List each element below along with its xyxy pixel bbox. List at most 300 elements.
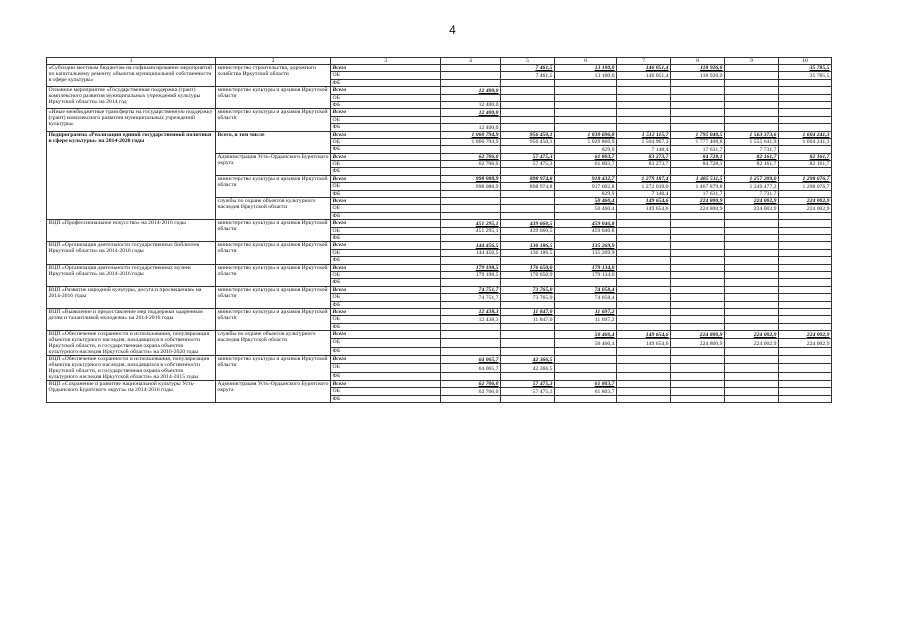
amount-cell <box>555 364 617 372</box>
col-header-3: 3 <box>331 58 441 65</box>
amount-cell: 1 777 408,8 <box>671 138 725 145</box>
executor-cell: министерство культуры и архивов Иркутской области <box>216 308 331 330</box>
funding-source-cell: ОБ <box>331 116 441 123</box>
amount-cell: 83 273,7 <box>617 153 671 160</box>
amount-cell <box>725 234 779 241</box>
amount-cell: 224 002,9 <box>725 198 779 205</box>
amount-cell: 57 475,3 <box>501 153 555 160</box>
amount-cell <box>617 116 671 123</box>
amount-cell <box>725 364 779 372</box>
amount-cell <box>617 286 671 293</box>
program-name-cell: ВЦП «Выявление и предоставление мер поддержки одаренным детям и талантливой молодежи» на 2014-2016 годы <box>47 308 216 330</box>
funding-source-cell: ОБ <box>331 316 441 323</box>
amount-cell: 224 002,9 <box>725 331 779 339</box>
amount-cell: 1 272 039,0 <box>617 183 671 190</box>
table-row <box>47 65 832 72</box>
amount-cell: 84 728,1 <box>671 161 725 168</box>
amount-cell <box>725 109 779 116</box>
amount-cell <box>671 79 725 86</box>
col-header-9: 9 <box>725 58 779 65</box>
amount-cell <box>671 220 725 227</box>
budget-table <box>46 57 832 403</box>
amount-cell <box>441 347 501 355</box>
program-name-cell: ВЦП «Организация деятельности государственных библиотек Иркутской области» на 2014-2016 годы <box>47 242 216 264</box>
amount-cell <box>501 124 555 131</box>
amount-cell: 135 269,9 <box>555 242 617 249</box>
amount-cell <box>779 242 832 249</box>
funding-source-cell: Всего <box>331 198 441 205</box>
amount-cell <box>617 212 671 219</box>
amount-cell <box>779 372 832 380</box>
funding-source-cell: ФБ <box>331 234 441 241</box>
amount-cell <box>671 234 725 241</box>
amount-cell <box>501 301 555 308</box>
amount-cell: 74 058,4 <box>555 286 617 293</box>
executor-cell: министерство культуры и архивов Иркутской области <box>216 109 331 131</box>
amount-cell <box>725 294 779 301</box>
amount-cell: 1 604 241,3 <box>779 138 832 145</box>
amount-cell <box>555 101 617 108</box>
table-body <box>47 58 832 403</box>
table-row <box>47 308 832 315</box>
amount-cell <box>617 372 671 380</box>
col-header-6: 6 <box>555 58 617 65</box>
amount-cell: 82 161,7 <box>725 153 779 160</box>
amount-cell <box>779 257 832 264</box>
amount-cell <box>725 372 779 380</box>
amount-cell <box>555 94 617 101</box>
funding-source-cell: Всего <box>331 264 441 271</box>
amount-cell: 224 002,9 <box>725 205 779 212</box>
amount-cell: 1 257 209,0 <box>725 175 779 182</box>
amount-cell: 224 002,9 <box>779 198 832 205</box>
amount-cell <box>617 347 671 355</box>
amount-cell: 74 751,7 <box>441 286 501 293</box>
executor-cell: министерство культуры и архивов Иркутской области <box>216 220 331 242</box>
amount-cell: 135 269,9 <box>555 249 617 256</box>
amount-cell <box>617 316 671 323</box>
amount-cell: 459 046,8 <box>555 227 617 234</box>
amount-cell <box>779 168 832 175</box>
amount-cell: 1 030 696,8 <box>555 131 617 138</box>
amount-cell <box>555 372 617 380</box>
amount-cell <box>725 264 779 271</box>
amount-cell: 64 065,7 <box>441 364 501 372</box>
executor-cell: Всего, в том числе <box>216 131 331 153</box>
amount-cell <box>779 316 832 323</box>
executor-cell: министерство культуры и архивов Иркутской области <box>216 286 331 308</box>
amount-cell: 7 148,4 <box>617 190 671 197</box>
amount-cell: 74 058,4 <box>555 294 617 301</box>
amount-cell: 149 654,6 <box>617 205 671 212</box>
amount-cell: 956 450,1 <box>501 131 555 138</box>
amount-cell: 224 800,9 <box>671 205 725 212</box>
amount-cell <box>617 271 671 278</box>
amount-cell <box>617 101 671 108</box>
amount-cell <box>501 323 555 330</box>
amount-cell: 11 697,2 <box>555 316 617 323</box>
funding-source-cell: Всего <box>331 242 441 249</box>
amount-cell: 42 366,5 <box>501 356 555 364</box>
amount-cell <box>671 168 725 175</box>
col-header-2: 2 <box>216 58 331 65</box>
amount-cell: 62 706,0 <box>441 380 501 387</box>
amount-cell <box>441 395 501 402</box>
funding-source-cell: ФБ <box>331 124 441 131</box>
amount-cell: 136 186,5 <box>501 242 555 249</box>
amount-cell <box>501 339 555 347</box>
table-row <box>47 220 832 227</box>
funding-source-cell: ФБ <box>331 79 441 86</box>
amount-cell <box>671 380 725 387</box>
amount-cell: 224 800,9 <box>671 339 725 347</box>
funding-source-cell: ФБ <box>331 372 441 380</box>
amount-cell <box>725 356 779 364</box>
amount-cell: 62 706,0 <box>441 161 501 168</box>
funding-source-cell: ОБ <box>331 183 441 190</box>
funding-source-cell: ФБ <box>331 101 441 108</box>
amount-cell <box>441 339 501 347</box>
amount-cell: 35 785,5 <box>779 72 832 79</box>
amount-cell: 1 485 511,5 <box>671 175 725 182</box>
funding-source-cell: Всего <box>331 131 441 138</box>
amount-cell <box>725 257 779 264</box>
amount-cell: 176 650,0 <box>501 264 555 271</box>
funding-source-cell: Всего <box>331 220 441 227</box>
amount-cell <box>671 271 725 278</box>
amount-cell <box>555 257 617 264</box>
amount-cell: 50 460,4 <box>555 198 617 205</box>
funding-source-cell: ФБ <box>331 347 441 355</box>
amount-cell <box>779 220 832 227</box>
funding-source-cell: ОБ <box>331 227 441 234</box>
col-header-8: 8 <box>671 58 725 65</box>
amount-cell: 84 728,1 <box>671 153 725 160</box>
amount-cell <box>671 109 725 116</box>
amount-cell: 1 795 040,5 <box>671 131 725 138</box>
amount-cell <box>441 116 501 123</box>
amount-cell: 956 450,1 <box>501 138 555 145</box>
amount-cell <box>441 94 501 101</box>
amount-cell <box>779 395 832 402</box>
amount-cell <box>617 308 671 315</box>
amount-cell <box>555 212 617 219</box>
amount-cell <box>671 356 725 364</box>
amount-cell: 149 654,6 <box>617 339 671 347</box>
amount-cell <box>501 168 555 175</box>
table-row <box>47 331 832 339</box>
funding-source-cell: Всего <box>331 65 441 72</box>
amount-cell: 176 650,0 <box>501 271 555 278</box>
amount-cell: 35 785,5 <box>779 65 832 72</box>
amount-cell: 12 438,3 <box>441 316 501 323</box>
amount-cell <box>671 249 725 256</box>
amount-cell: 1 279 187,4 <box>617 175 671 182</box>
amount-cell <box>725 301 779 308</box>
amount-cell <box>779 94 832 101</box>
amount-cell: 1 504 967,3 <box>617 138 671 145</box>
amount-cell <box>617 79 671 86</box>
funding-source-cell: ФБ <box>331 168 441 175</box>
amount-cell: 917 602,8 <box>555 183 617 190</box>
amount-cell <box>555 124 617 131</box>
amount-cell: 1 060 794,9 <box>441 131 501 138</box>
amount-cell <box>555 168 617 175</box>
amount-cell <box>441 79 501 86</box>
amount-cell <box>617 380 671 387</box>
funding-source-cell: ОБ <box>331 138 441 145</box>
amount-cell: 179 198,5 <box>441 271 501 278</box>
amount-cell <box>671 372 725 380</box>
funding-source-cell: Всего <box>331 286 441 293</box>
amount-cell: 7 731,7 <box>725 190 779 197</box>
amount-cell <box>441 146 501 153</box>
page-number: 4 <box>449 23 456 37</box>
executor-cell: министерство культуры и архивов Иркутской области <box>216 264 331 286</box>
amount-cell: 61 803,7 <box>555 388 617 395</box>
amount-cell: 118 926,0 <box>671 72 725 79</box>
table-row <box>47 242 832 249</box>
amount-cell: 1 029 866,9 <box>555 138 617 145</box>
amount-cell <box>501 257 555 264</box>
amount-cell <box>779 146 832 153</box>
amount-cell <box>501 234 555 241</box>
amount-cell: 136 186,5 <box>501 249 555 256</box>
amount-cell <box>617 264 671 271</box>
amount-cell <box>671 364 725 372</box>
amount-cell <box>725 94 779 101</box>
amount-cell: 998 088,9 <box>441 183 501 190</box>
amount-cell <box>725 323 779 330</box>
executor-cell: министерство строительства, дорожного хозяйства Иркутской области <box>216 65 331 87</box>
amount-cell: 7 148,4 <box>617 146 671 153</box>
amount-cell <box>441 72 501 79</box>
amount-cell <box>617 227 671 234</box>
amount-cell <box>725 124 779 131</box>
funding-source-cell: ОБ <box>331 249 441 256</box>
funding-source-cell: ОБ <box>331 364 441 372</box>
amount-cell <box>725 72 779 79</box>
amount-cell: 146 051,4 <box>617 65 671 72</box>
amount-cell <box>779 279 832 286</box>
amount-cell: 829,9 <box>555 190 617 197</box>
amount-cell <box>617 395 671 402</box>
funding-source-cell: ОБ <box>331 205 441 212</box>
amount-cell <box>779 294 832 301</box>
col-header-7: 7 <box>617 58 671 65</box>
amount-cell <box>725 380 779 387</box>
amount-cell <box>671 308 725 315</box>
amount-cell: 12 400,0 <box>441 124 501 131</box>
funding-source-cell: ФБ <box>331 279 441 286</box>
amount-cell <box>617 220 671 227</box>
amount-cell <box>725 79 779 86</box>
amount-cell: 62 706,0 <box>441 153 501 160</box>
funding-source-cell: ФБ <box>331 190 441 197</box>
amount-cell <box>779 264 832 271</box>
amount-cell: 179 198,5 <box>441 264 501 271</box>
amount-cell: 57 475,3 <box>501 388 555 395</box>
table-row <box>47 286 832 293</box>
funding-source-cell: Всего <box>331 153 441 160</box>
amount-cell <box>725 279 779 286</box>
amount-cell: 12 400,0 <box>441 101 501 108</box>
amount-cell <box>441 168 501 175</box>
amount-cell: 1 563 373,6 <box>725 131 779 138</box>
amount-cell <box>779 109 832 116</box>
amount-cell: 83 273,7 <box>617 161 671 168</box>
amount-cell <box>779 388 832 395</box>
amount-cell: 82 161,7 <box>725 161 779 168</box>
amount-cell <box>441 198 501 205</box>
amount-cell: 50 460,4 <box>555 339 617 347</box>
amount-cell <box>501 205 555 212</box>
amount-cell: 13 100,0 <box>555 65 617 72</box>
amount-cell <box>779 271 832 278</box>
amount-cell <box>725 101 779 108</box>
amount-cell <box>441 212 501 219</box>
amount-cell <box>779 101 832 108</box>
amount-cell <box>725 212 779 219</box>
table-row <box>47 356 832 364</box>
executor-cell: службы по охране объектов культурного наследия Иркутской области <box>216 331 331 356</box>
amount-cell <box>555 116 617 123</box>
amount-cell: 11 847,0 <box>501 308 555 315</box>
amount-cell: 898 974,8 <box>501 175 555 182</box>
amount-cell <box>617 249 671 256</box>
col-header-4: 4 <box>441 58 501 65</box>
executor-cell: министерство культуры и архивов Иркутской области <box>216 87 331 109</box>
funding-source-cell: ОБ <box>331 72 441 79</box>
amount-cell <box>671 227 725 234</box>
amount-cell <box>725 316 779 323</box>
amount-cell <box>501 109 555 116</box>
funding-source-cell: ОБ <box>331 388 441 395</box>
funding-source-cell: ОБ <box>331 271 441 278</box>
funding-source-cell: ФБ <box>331 146 441 153</box>
amount-cell: 224 002,9 <box>779 205 832 212</box>
amount-cell <box>779 347 832 355</box>
amount-cell: 50 460,4 <box>555 331 617 339</box>
amount-cell: 13 100,0 <box>555 72 617 79</box>
amount-cell <box>725 87 779 94</box>
program-name-cell: Основное мероприятие «Государственная поддержка (грант) комплексного развития муниципальных учреждений культуры Иркутской области» на 2014 год <box>47 87 216 109</box>
amount-cell <box>441 372 501 380</box>
amount-cell <box>779 79 832 86</box>
amount-cell <box>779 249 832 256</box>
amount-cell <box>441 257 501 264</box>
amount-cell <box>501 198 555 205</box>
funding-source-cell: ОБ <box>331 161 441 168</box>
amount-cell: 1 555 641,9 <box>725 138 779 145</box>
amount-cell <box>617 94 671 101</box>
amount-cell: 224 002,9 <box>779 331 832 339</box>
amount-cell: 61 803,7 <box>555 161 617 168</box>
amount-cell <box>779 212 832 219</box>
amount-cell: 998 088,9 <box>441 175 501 182</box>
amount-cell <box>725 395 779 402</box>
amount-cell <box>725 242 779 249</box>
funding-source-cell: ОБ <box>331 94 441 101</box>
col-header-1: 1 <box>47 58 216 65</box>
amount-cell <box>617 364 671 372</box>
amount-cell <box>555 347 617 355</box>
amount-cell <box>501 87 555 94</box>
amount-cell <box>501 395 555 402</box>
funding-source-cell: Всего <box>331 380 441 387</box>
amount-cell <box>501 212 555 219</box>
funding-source-cell: Всего <box>331 331 441 339</box>
amount-cell: 7 461,5 <box>501 72 555 79</box>
amount-cell <box>725 286 779 293</box>
amount-cell: 61 803,7 <box>555 153 617 160</box>
amount-cell <box>441 323 501 330</box>
amount-cell: 11 847,0 <box>501 316 555 323</box>
amount-cell <box>779 380 832 387</box>
table-row <box>47 380 832 387</box>
amount-cell <box>671 395 725 402</box>
amount-cell <box>725 308 779 315</box>
amount-cell <box>501 331 555 339</box>
amount-cell <box>671 286 725 293</box>
program-name-cell: «Субсидии местным бюджетам на софинансирование мероприятий по капитальному ремонту объектов муниципальной собственности в сфере культуры» <box>47 65 216 87</box>
amount-cell <box>671 294 725 301</box>
amount-cell <box>501 279 555 286</box>
amount-cell <box>671 388 725 395</box>
amount-cell <box>671 124 725 131</box>
amount-cell: 1 512 115,7 <box>617 131 671 138</box>
program-name-cell: «Иные межбюджетные трансферты на государственную поддержку (грант) комплексного развития муниципальных учреждений культуры» <box>47 109 216 131</box>
amount-cell <box>779 227 832 234</box>
amount-cell <box>501 372 555 380</box>
amount-cell <box>671 116 725 123</box>
executor-cell: Администрация Усть-Ордынского Бурятского округа <box>216 153 331 175</box>
funding-source-cell: Всего <box>331 356 441 364</box>
amount-cell: 12 438,3 <box>441 308 501 315</box>
funding-source-cell: ОБ <box>331 294 441 301</box>
amount-cell: 179 134,0 <box>555 271 617 278</box>
amount-cell <box>617 323 671 330</box>
col-header-10: 10 <box>779 58 832 65</box>
amount-cell <box>555 87 617 94</box>
amount-cell: 82 161,7 <box>779 153 832 160</box>
amount-cell <box>779 234 832 241</box>
amount-cell <box>725 65 779 72</box>
program-name-cell: ВЦП «Сохранение и развитие национальной культуры Усть-Ордынского Бурятского округа» на 2014-2016 годы <box>47 380 216 402</box>
amount-cell <box>617 294 671 301</box>
funding-source-cell: Всего <box>331 308 441 315</box>
funding-source-cell: ФБ <box>331 395 441 402</box>
amount-cell <box>617 87 671 94</box>
amount-cell <box>555 395 617 402</box>
amount-cell <box>441 234 501 241</box>
amount-cell: 146 051,4 <box>617 72 671 79</box>
amount-cell <box>617 234 671 241</box>
amount-cell: 224 800,9 <box>671 331 725 339</box>
amount-cell <box>555 356 617 364</box>
amount-cell <box>671 323 725 330</box>
amount-cell: 82 161,7 <box>779 161 832 168</box>
amount-cell <box>617 301 671 308</box>
amount-cell <box>779 190 832 197</box>
amount-cell <box>671 87 725 94</box>
amount-cell: 1 060 794,9 <box>441 138 501 145</box>
amount-cell: 451 295,1 <box>441 227 501 234</box>
amount-cell: 17 631,7 <box>671 190 725 197</box>
amount-cell: 1 249 477,3 <box>725 183 779 190</box>
amount-cell: 7 461,5 <box>501 65 555 72</box>
amount-cell: 224 002,9 <box>725 339 779 347</box>
